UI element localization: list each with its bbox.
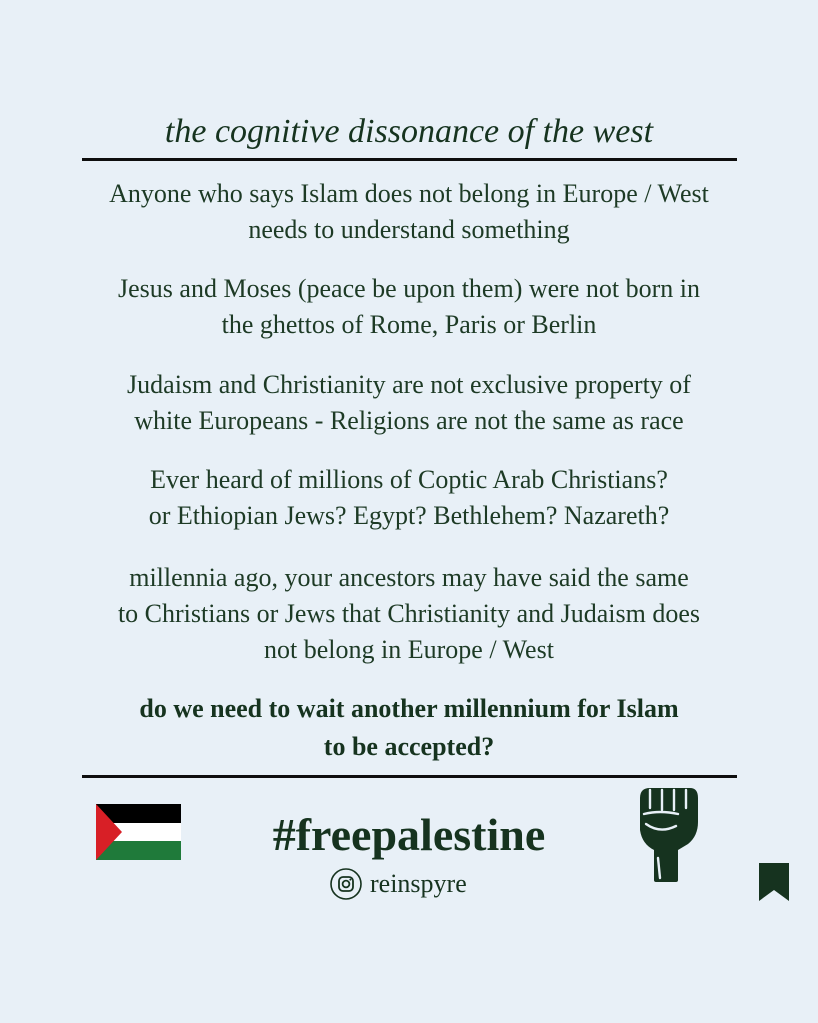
question-line: to be accepted? — [323, 732, 495, 761]
paragraph-line: millennia ago, your ancestors may have said the same — [129, 563, 689, 592]
paragraph-line: Ever heard of millions of Coptic Arab Christians? — [150, 465, 668, 494]
paragraph-5 — [60, 560, 758, 668]
paragraph-2 — [60, 271, 758, 343]
bottom-divider — [82, 775, 737, 778]
paragraph-line: not belong in Europe / West — [264, 635, 554, 664]
paragraph-line: to Christians or Jews that Christianity and Judaism does — [117, 599, 701, 628]
paragraph-line: the ghettos of Rome, Paris or Berlin — [221, 310, 597, 339]
closing-question — [60, 690, 758, 766]
paragraph-1 — [60, 176, 758, 248]
paragraph-3 — [60, 367, 758, 439]
handle-text: reinspyre — [370, 869, 467, 898]
paragraph-line: Anyone who says Islam does not belong in Europe / West — [109, 179, 709, 208]
question-line: do we need to wait another millennium for Islam — [139, 694, 679, 723]
paragraph-line: needs to understand something — [248, 215, 570, 244]
paragraph-line: or Ethiopian Jews? Egypt? Bethlehem? Nazareth? — [148, 501, 670, 530]
paragraph-line: white Europeans - Religions are not the same as race — [134, 406, 684, 435]
top-divider — [82, 158, 737, 161]
instagram-icon — [330, 868, 362, 900]
paragraph-4 — [60, 462, 758, 534]
bookmark-icon[interactable] — [759, 863, 789, 901]
paragraph-line: Judaism and Christianity are not exclusive property of — [127, 370, 691, 399]
instagram-handle[interactable] — [330, 866, 467, 902]
hashtag: #freepalestine — [272, 809, 546, 860]
paragraph-line: Jesus and Moses (peace be upon them) were not born in — [118, 274, 700, 303]
page-title: the cognitive dissonance of the west — [164, 113, 654, 150]
raised-fist-icon — [630, 784, 702, 884]
